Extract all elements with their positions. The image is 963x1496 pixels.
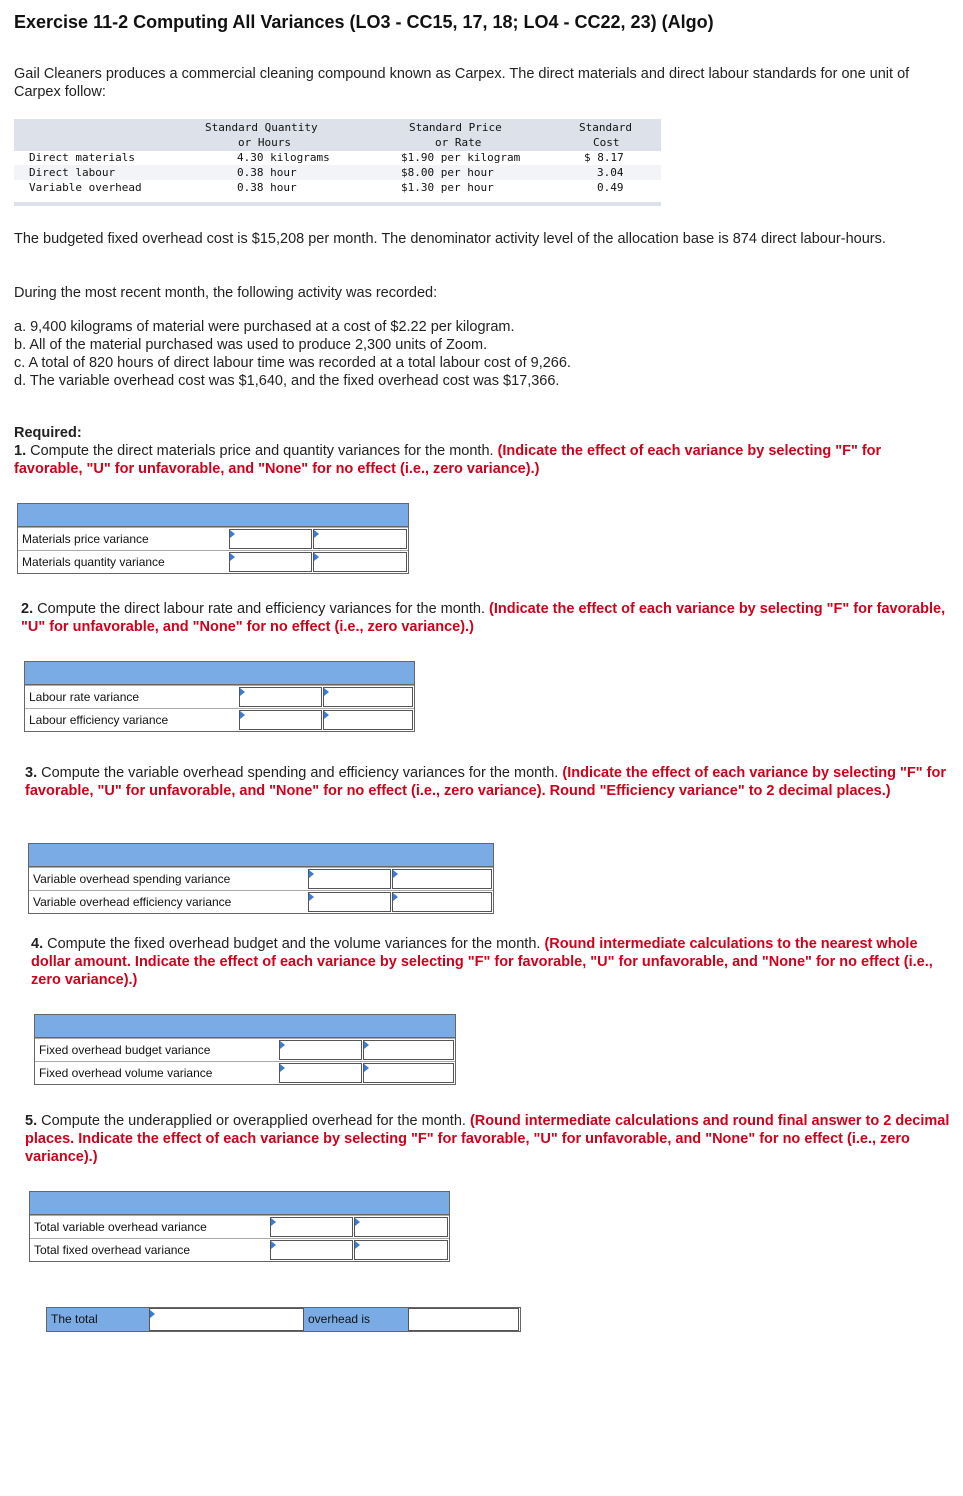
q4-number: 4. — [31, 936, 44, 952]
table-row — [30, 1238, 449, 1261]
question-2 — [21, 600, 946, 636]
activity-a: a. 9,400 kilograms of material were purchased at a cost of $2.22 per kilogram. — [14, 319, 515, 335]
q5-answer-table — [29, 1191, 450, 1262]
q4-row-label: Fixed overhead volume variance — [39, 1066, 213, 1080]
dropdown-indicator-icon — [240, 711, 245, 719]
dropdown-indicator-icon — [150, 1310, 155, 1318]
total-label: The total — [47, 1308, 149, 1331]
row-cost: $ 8.17 — [584, 151, 624, 164]
total-voh-amount-input[interactable] — [270, 1217, 353, 1237]
q1-row-label: Materials price variance — [22, 532, 149, 546]
row-item: Direct labour — [29, 166, 116, 179]
q3-answer-table — [28, 843, 494, 914]
dropdown-indicator-icon — [314, 553, 319, 561]
voh-spending-effect-select[interactable] — [392, 869, 492, 889]
row-price: $1.30 per hour — [401, 181, 494, 194]
exercise-title: Exercise 11-2 Computing All Variances (LO3 - CC15, 17, 18; LO4 - CC22, 23) (Algo) — [14, 12, 714, 32]
labour-rate-amount-input[interactable] — [239, 687, 322, 707]
activity-d: d. The variable overhead cost was $1,640, and the fixed overhead cost was $17,366. — [14, 373, 560, 389]
row-price: $1.90 per kilogram — [401, 151, 521, 164]
activity-intro: During the most recent month, the following activity was recorded: — [14, 285, 438, 301]
question-4 — [31, 935, 946, 989]
q5-row-label: Total fixed overhead variance — [34, 1243, 191, 1257]
standards-bottom-rule — [14, 202, 661, 206]
dropdown-indicator-icon — [364, 1041, 369, 1049]
materials-price-amount-input[interactable] — [229, 529, 312, 549]
total-foh-amount-input[interactable] — [270, 1240, 353, 1260]
labour-rate-effect-select[interactable] — [323, 687, 413, 707]
foh-volume-amount-input[interactable] — [279, 1063, 362, 1083]
total-voh-effect-select[interactable] — [354, 1217, 448, 1237]
q5-row-label: Total variable overhead variance — [34, 1220, 207, 1234]
q4-header-band — [35, 1015, 455, 1038]
voh-efficiency-amount-input[interactable] — [308, 892, 391, 912]
header-price-line1: Standard Price — [409, 121, 502, 134]
header-cost-line2: Cost — [593, 136, 620, 149]
total-overhead-sentence — [46, 1307, 521, 1332]
q3-number: 3. — [25, 765, 38, 781]
table-row — [35, 1038, 455, 1061]
question-5 — [25, 1112, 960, 1166]
dropdown-indicator-icon — [230, 553, 235, 561]
q4-note: (Round intermediate calculations to the nearest whole dollar amount. Indicate the effect of each variance by selecting "F" for favorable, "U" for unfavorable, and "None" for no effect (i.e., zero variance).) — [31, 936, 933, 988]
voh-spending-amount-input[interactable] — [308, 869, 391, 889]
row-cost: 0.49 — [597, 181, 624, 194]
activity-b: b. All of the material purchased was used to produce 2,300 units of Zoom. — [14, 337, 488, 353]
question-3 — [25, 764, 961, 800]
foh-budget-effect-select[interactable] — [363, 1040, 454, 1060]
overhead-is-label: overhead is — [304, 1308, 408, 1331]
table-row — [29, 867, 493, 890]
dropdown-indicator-icon — [355, 1218, 360, 1226]
dropdown-indicator-icon — [314, 530, 319, 538]
foh-budget-amount-input[interactable] — [279, 1040, 362, 1060]
q4-text: Compute the fixed overhead budget and the volume variances for the month. — [43, 936, 545, 952]
q1-text: Compute the direct materials price and quantity variances for the month. — [26, 443, 498, 459]
dropdown-indicator-icon — [240, 688, 245, 696]
table-row — [25, 685, 414, 708]
header-price-line2: or Rate — [435, 136, 482, 149]
voh-efficiency-effect-select[interactable] — [392, 892, 492, 912]
dropdown-indicator-icon — [324, 688, 329, 696]
materials-quantity-amount-input[interactable] — [229, 552, 312, 572]
q3-text: Compute the variable overhead spending and efficiency variances for the month. — [37, 765, 563, 781]
budget-paragraph: The budgeted fixed overhead cost is $15,208 per month. The denominator activity level of the allocation base is 874 direct labour-hours. — [14, 231, 886, 247]
dropdown-indicator-icon — [309, 870, 314, 878]
q2-header-band — [25, 662, 414, 685]
header-qty-line1: Standard Quantity — [205, 121, 318, 134]
q3-note: (Indicate the effect of each variance by selecting "F" for favorable, "U" for unfavorable, and "None" for no effect (i.e., zero variance). Round "Efficiency variance" to 2 decimal places.) — [25, 765, 946, 799]
dropdown-indicator-icon — [230, 530, 235, 538]
labour-efficiency-amount-input[interactable] — [239, 710, 322, 730]
total-foh-effect-select[interactable] — [354, 1240, 448, 1260]
q1-number: 1. — [14, 443, 27, 459]
table-row — [25, 708, 414, 731]
q2-number: 2. — [21, 601, 34, 617]
q5-note: (Round intermediate calculations and round final answer to 2 decimal places. Indicate the effect of each variance by selecting "F" for favorable, "U" for unfavorable, and "None" for no effect (i.e., zero variance).) — [25, 1113, 950, 1165]
table-row — [18, 550, 408, 573]
q4-answer-table — [34, 1014, 456, 1085]
q4-row-label: Fixed overhead budget variance — [39, 1043, 211, 1057]
row-cost: 3.04 — [597, 166, 624, 179]
q5-text: Compute the underapplied or overapplied overhead for the month. — [37, 1113, 470, 1129]
standards-table — [14, 119, 661, 207]
required-label: Required: — [14, 425, 82, 441]
row-item: Variable overhead — [29, 181, 142, 194]
q2-row-label: Labour rate variance — [29, 690, 140, 704]
dropdown-indicator-icon — [393, 893, 398, 901]
q1-header-band — [18, 504, 408, 527]
standards-header — [14, 119, 661, 151]
q5-header-band — [30, 1192, 449, 1215]
dropdown-indicator-icon — [393, 870, 398, 878]
q2-note: (Indicate the effect of each variance by selecting "F" for favorable, "U" for unfavorable, and "None" for no effect (i.e., zero variance).) — [21, 601, 946, 635]
under-over-applied-select[interactable] — [149, 1308, 304, 1331]
dropdown-indicator-icon — [324, 711, 329, 719]
foh-volume-effect-select[interactable] — [363, 1063, 454, 1083]
q3-row-label: Variable overhead efficiency variance — [33, 895, 232, 909]
activity-c: c. A total of 820 hours of direct labour time was recorded at a total labour cost of 9,266. — [14, 355, 571, 371]
q5-number: 5. — [25, 1113, 38, 1129]
dropdown-indicator-icon — [355, 1241, 360, 1249]
table-row — [35, 1061, 455, 1084]
question-1 — [14, 442, 949, 478]
dropdown-indicator-icon — [280, 1041, 285, 1049]
dropdown-indicator-icon — [309, 893, 314, 901]
table-row — [30, 1215, 449, 1238]
table-row — [29, 890, 493, 913]
q2-answer-table — [24, 661, 415, 732]
standards-row — [14, 150, 661, 165]
header-qty-line2: or Hours — [238, 136, 291, 149]
standards-row — [14, 165, 661, 180]
q1-answer-table — [17, 503, 409, 574]
q1-row-label: Materials quantity variance — [22, 555, 165, 569]
total-overhead-amount-input[interactable] — [408, 1308, 519, 1331]
row-item: Direct materials — [29, 151, 135, 164]
intro-paragraph: Gail Cleaners produces a commercial cleaning compound known as Carpex. The direct materials and direct labour standards for one unit of Carpex follow: — [14, 66, 910, 100]
q3-row-label: Variable overhead spending variance — [33, 872, 231, 886]
header-cost-line1: Standard — [579, 121, 632, 134]
row-qty: 0.38 hour — [237, 181, 297, 194]
dropdown-indicator-icon — [271, 1241, 276, 1249]
materials-quantity-effect-select[interactable] — [313, 552, 407, 572]
dropdown-indicator-icon — [280, 1064, 285, 1072]
q1-note: (Indicate the effect of each variance by selecting "F" for favorable, "U" for unfavorable, and "None" for no effect (i.e., zero variance).) — [14, 443, 882, 477]
q2-row-label: Labour efficiency variance — [29, 713, 169, 727]
dropdown-indicator-icon — [271, 1218, 276, 1226]
dropdown-indicator-icon — [364, 1064, 369, 1072]
row-qty: 0.38 hour — [237, 166, 297, 179]
row-qty: 4.30 kilograms — [237, 151, 330, 164]
q2-text: Compute the direct labour rate and efficiency variances for the month. — [33, 601, 490, 617]
standards-row — [14, 180, 661, 195]
labour-efficiency-effect-select[interactable] — [323, 710, 413, 730]
row-price: $8.00 per hour — [401, 166, 494, 179]
materials-price-effect-select[interactable] — [313, 529, 407, 549]
q3-header-band — [29, 844, 493, 867]
table-row — [18, 527, 408, 550]
